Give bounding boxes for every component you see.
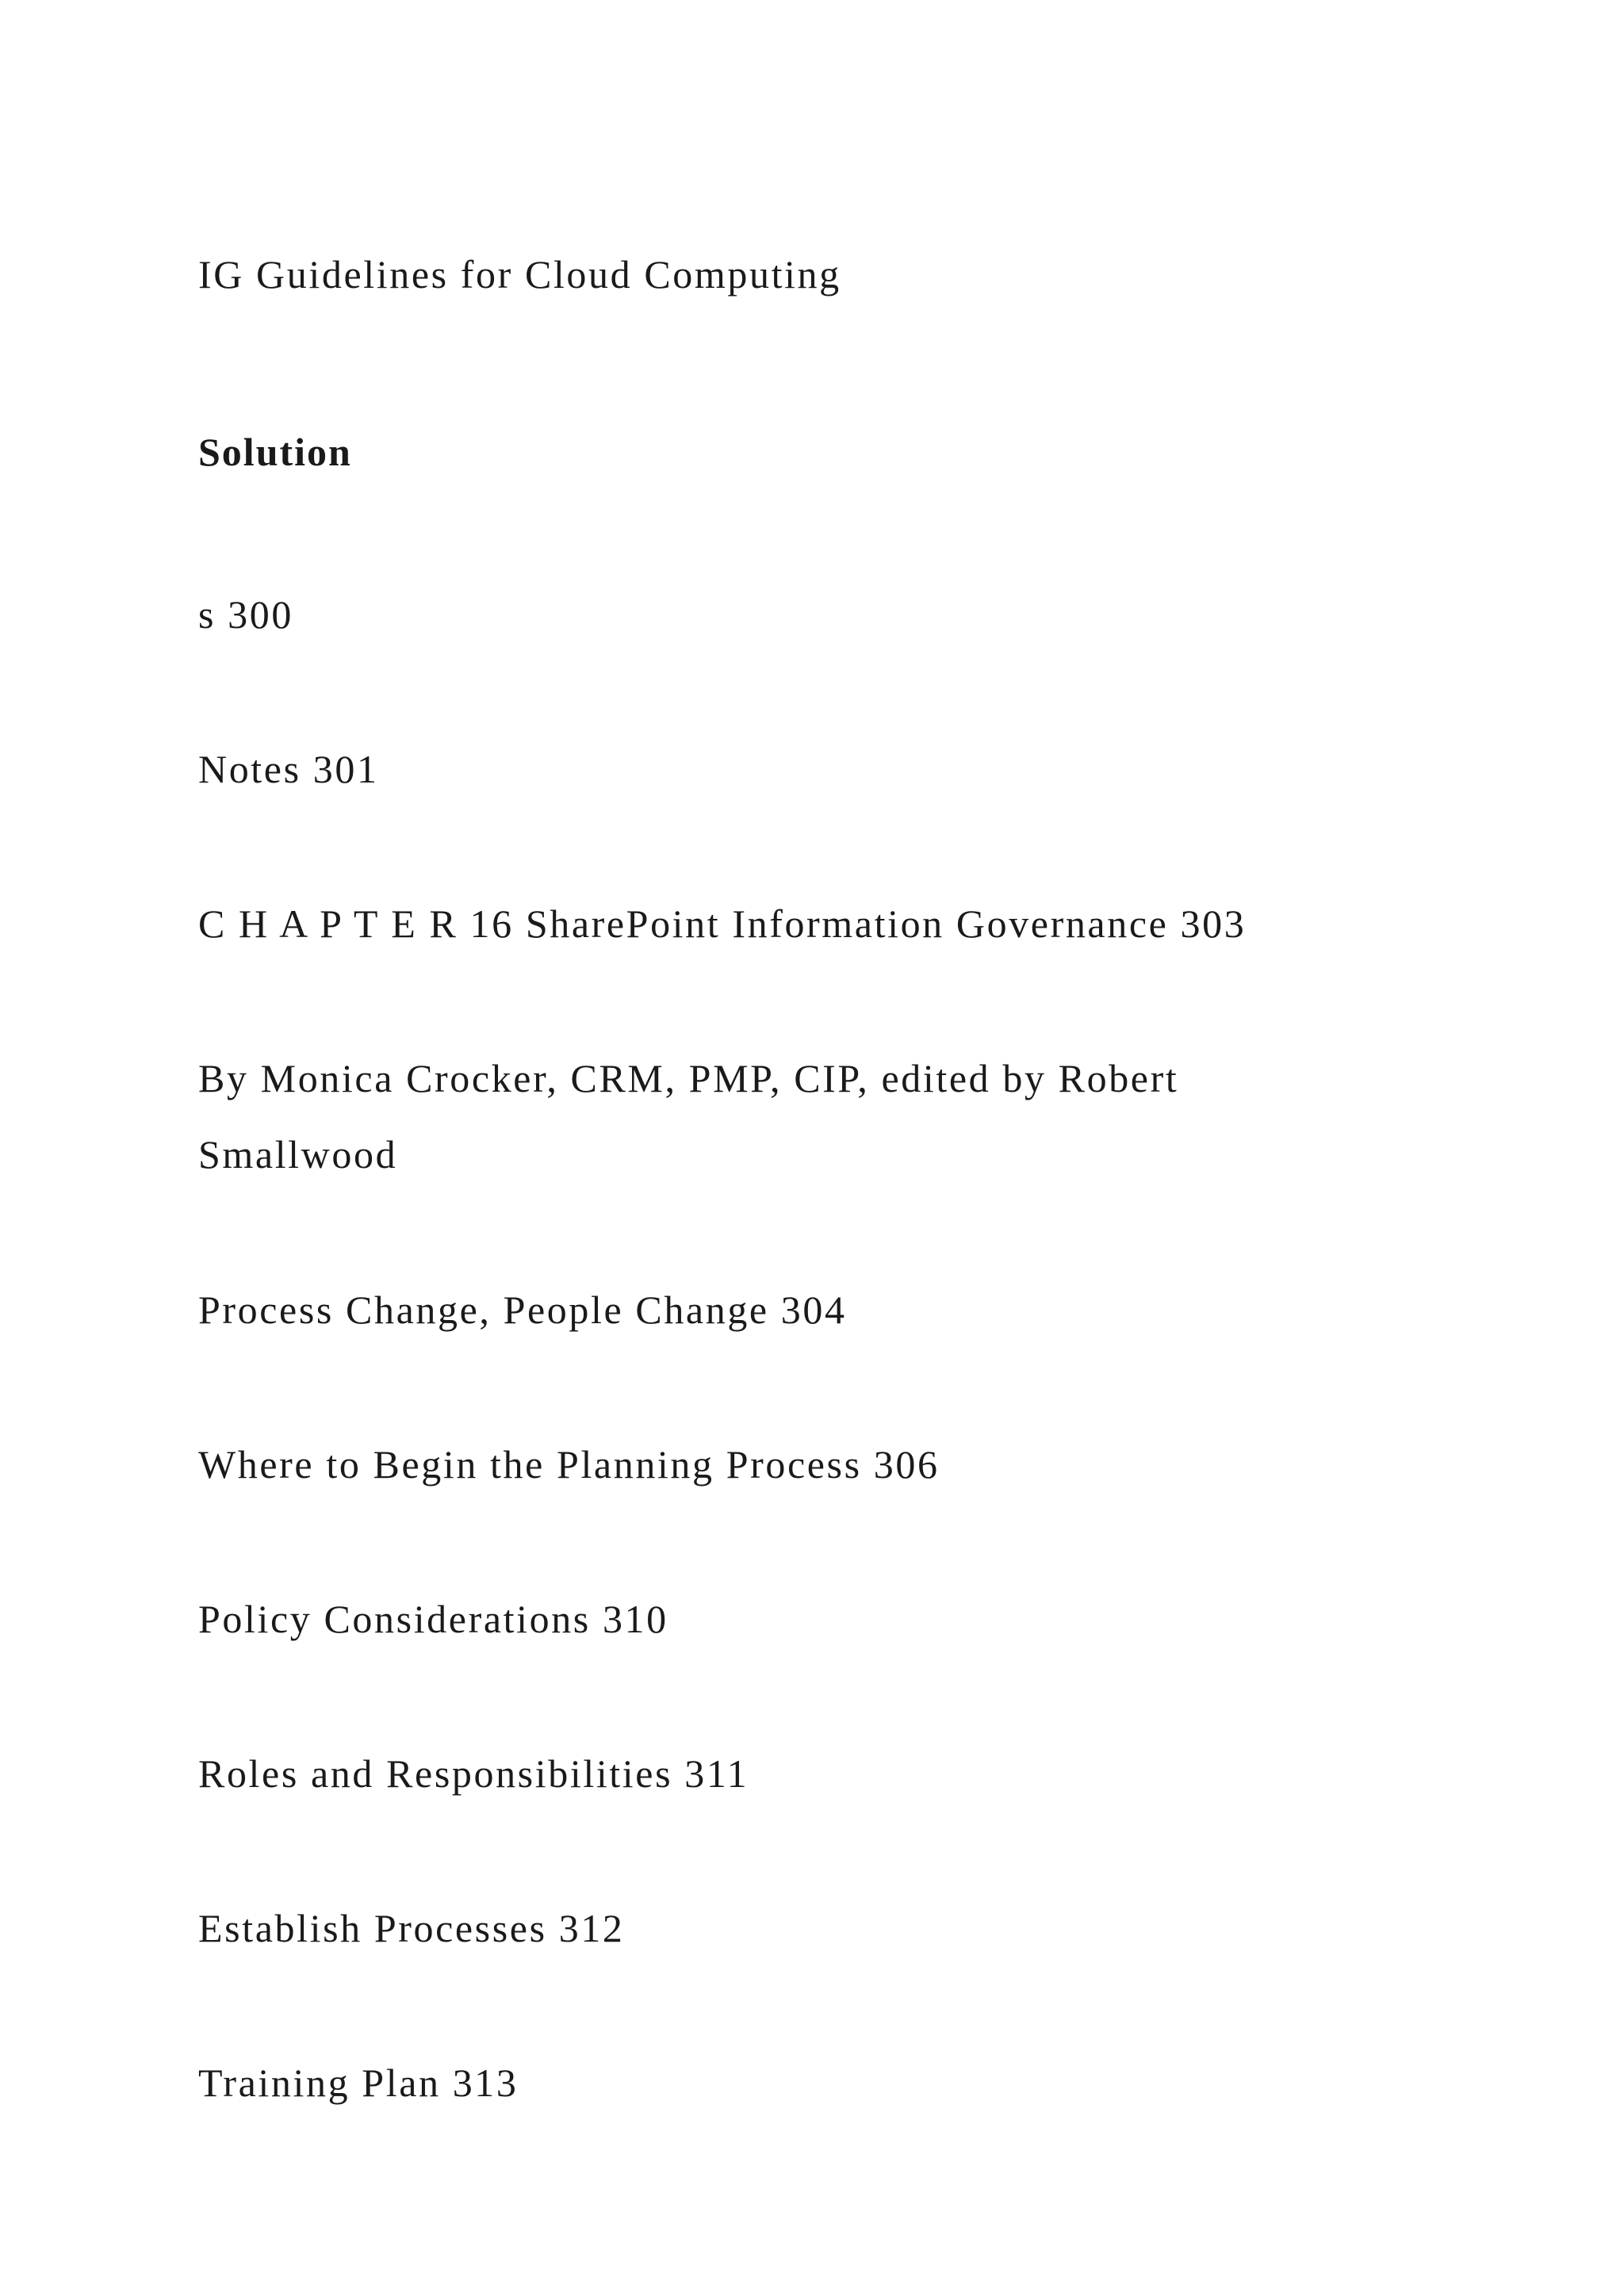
- toc-entry-establish-processes: Establish Processes 312: [198, 1906, 625, 1950]
- toc-entry-roles-responsibilities: Roles and Responsibilities 311: [198, 1751, 749, 1796]
- toc-entry-s-300: s 300: [198, 592, 293, 637]
- toc-entry-ig-guidelines-cloud: IG Guidelines for Cloud Computing: [198, 252, 841, 297]
- toc-heading-solution: Solution: [198, 430, 352, 474]
- toc-entry-training-plan: Training Plan 313: [198, 2061, 519, 2105]
- toc-chapter-16: C H A P T E R 16 SharePoint Information Governance 303: [198, 901, 1247, 946]
- toc-entry-notes: Notes 301: [198, 747, 379, 791]
- toc-entry-process-change: Process Change, People Change 304: [198, 1288, 847, 1332]
- toc-entry-policy-considerations: Policy Considerations 310: [198, 1597, 668, 1641]
- toc-author-credit: By Monica Crocker, CRM, PMP, CIP, edited by Robert Smallwood: [198, 1056, 1179, 1177]
- toc-entry-planning-process: Where to Begin the Planning Process 306: [198, 1442, 940, 1487]
